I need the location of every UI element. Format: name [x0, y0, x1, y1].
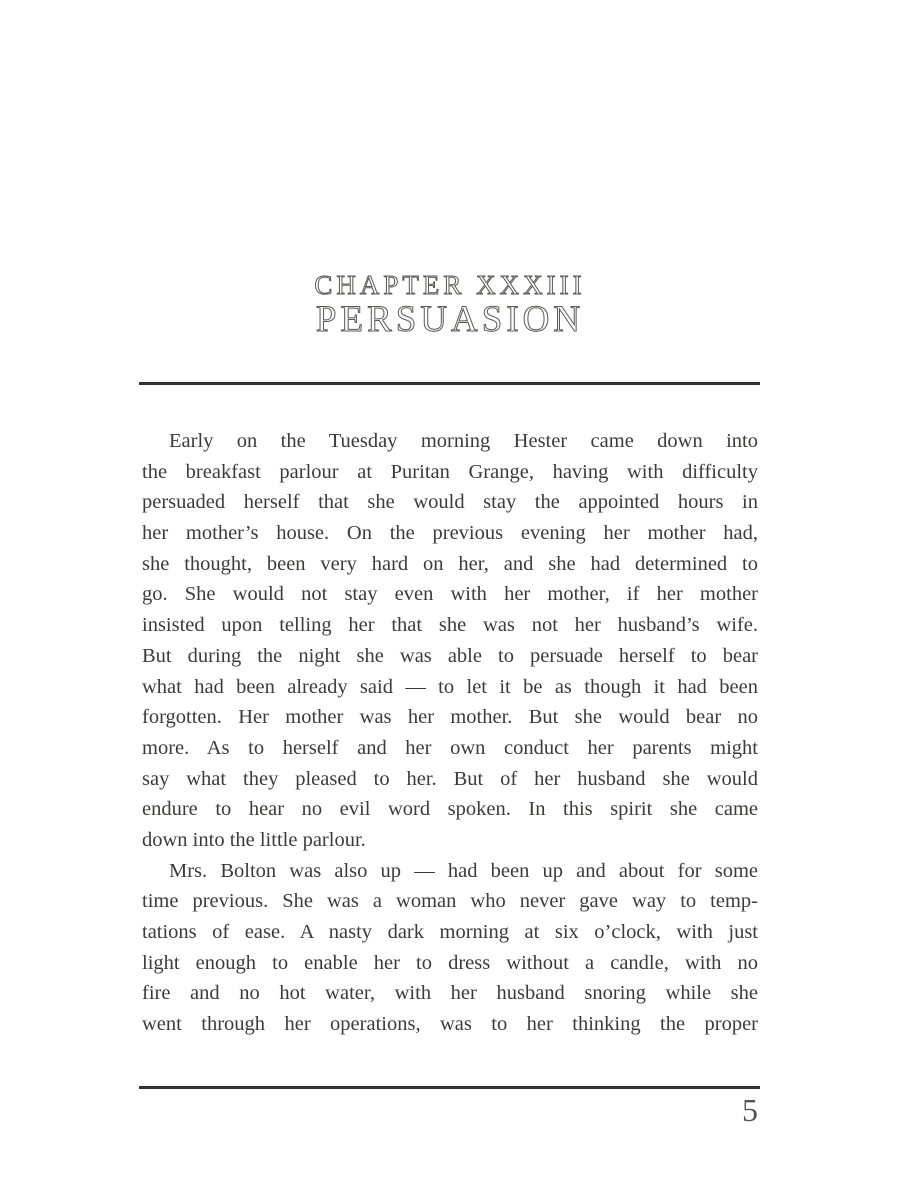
text-line: her mother’s house. On the previous evening her mother had,	[142, 522, 758, 545]
page-number: 5	[742, 1092, 758, 1128]
text-line: Early on the Tuesday morning Hester came down into	[169, 430, 758, 452]
text-line: endure to hear no evil word spoken. In this spirit she came	[142, 798, 758, 821]
text-line: tations of ease. A nasty dark morning at six o’clock, with just	[142, 921, 758, 943]
text-line: fire and no hot water, with her husband snoring while she	[142, 982, 758, 1005]
text-line: Mrs. Bolton was also up — had been up and about for some	[169, 859, 758, 882]
text-line: insisted upon telling her that she was not her husband’s wife.	[142, 614, 758, 637]
text-line: go. She would not stay even with her mother, if her mother	[142, 583, 758, 606]
text-line: she thought, been very hard on her, and she had determined to	[142, 552, 758, 575]
text-line: down into the little parlour.	[142, 828, 366, 851]
text-line: forgotten. Her mother was her mother. But she would bear no	[142, 706, 758, 729]
chapter-title: PERSUASION	[315, 299, 585, 340]
body-text	[142, 426, 758, 1040]
text-line: persuaded herself that she would stay the appointed hours in	[142, 491, 758, 514]
chapter-label: CHAPTER XXXIII	[314, 270, 586, 300]
text-line: But during the night she was able to persuade herself to bear	[142, 644, 758, 667]
text-line: say what they pleased to her. But of her husband she would	[142, 767, 758, 790]
text-line: time previous. She was a woman who never gave way to temp-	[142, 890, 758, 913]
footer-rule	[139, 1086, 760, 1089]
chapter-heading	[0, 270, 900, 338]
text-line: light enough to enable her to dress without a candle, with no	[142, 951, 758, 974]
text-line: what had been already said — to let it be as though it had been	[142, 675, 758, 698]
text-line: more. As to herself and her own conduct her parents might	[142, 736, 758, 759]
text-line: the breakfast parlour at Puritan Grange, having with difficulty	[142, 460, 758, 483]
heading-rule	[139, 382, 760, 385]
text-line: went through her operations, was to her thinking the proper	[142, 1013, 758, 1036]
